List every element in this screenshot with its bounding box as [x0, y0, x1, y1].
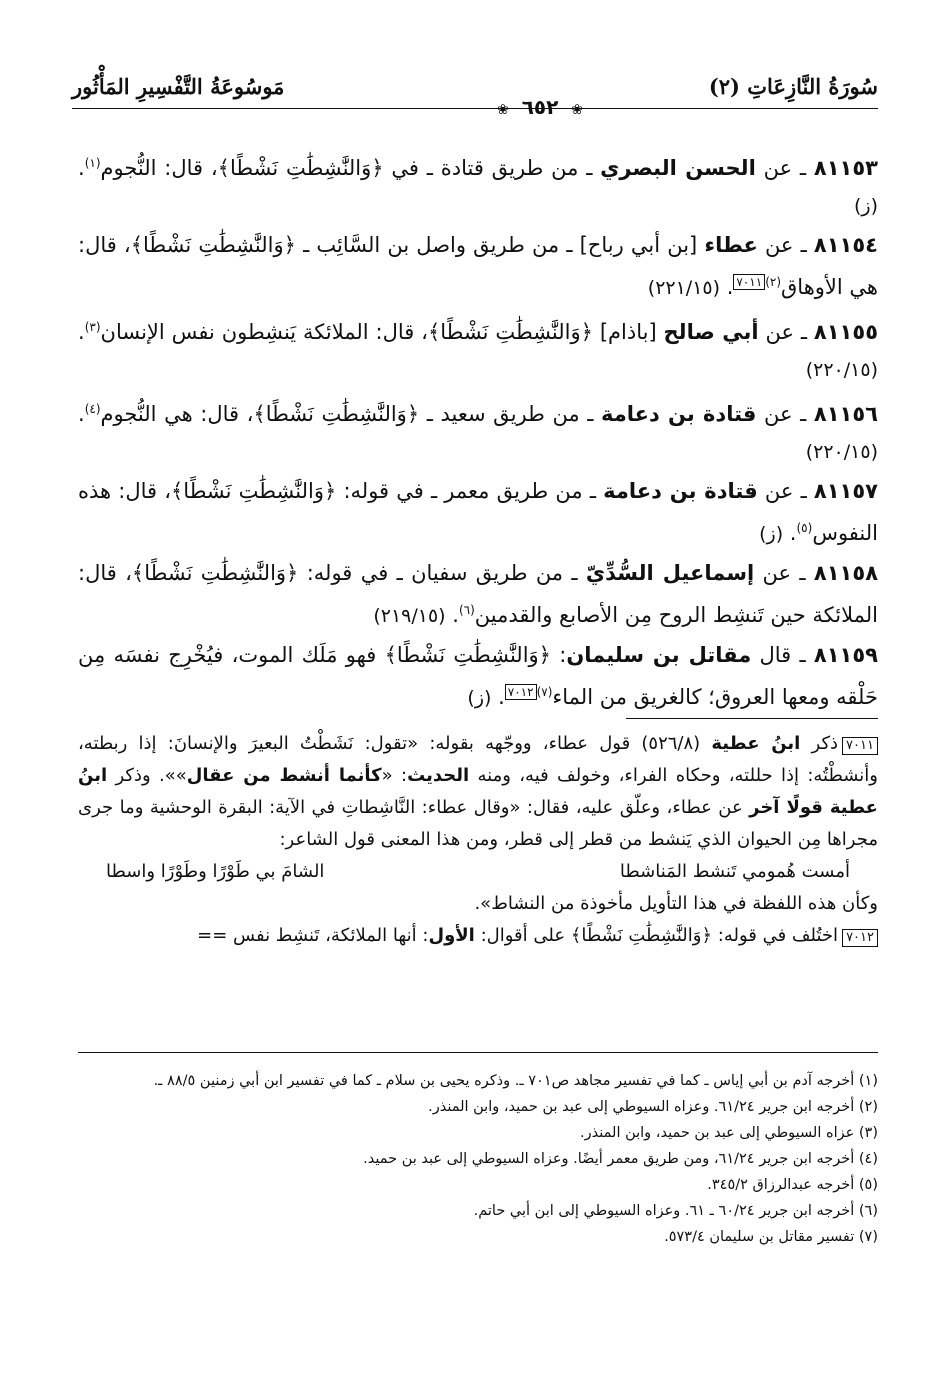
quran-verse: ﴿وَالنَّٰشِطَٰتِ نَشْطًا﴾ [570, 925, 713, 946]
footnote-marker: (٢) [765, 275, 782, 289]
narrator-name: قتادة بن دعامة [601, 402, 757, 426]
narration-entry [78, 227, 878, 307]
footnote: (٥) أخرجه عبدالرزاق ٣٤٥/٢. [707, 1177, 878, 1193]
footnote: (٣) عزاه السيوطي إلى عبد بن حميد، وابن المنذر. [580, 1125, 878, 1141]
hadith-quote: كأنما أنشط من عقال [186, 765, 382, 786]
quran-verse: ﴿وَالنَّٰشِطَٰتِ نَشْطًا﴾ [217, 156, 384, 180]
commentary-notes [78, 728, 878, 952]
narrator-name: قتادة بن دعامة [603, 479, 758, 503]
note-bold-term: الأول [428, 925, 475, 946]
note-text: : أنها الملائكة، تَنشِط نفس == [197, 925, 429, 946]
narration-text: . [78, 156, 85, 180]
footnotes-separator [78, 1052, 878, 1053]
narrator-name: مقاتل بن سليمان [566, 643, 752, 667]
narration-text: ـ من طريق سفيان ـ في قوله: [298, 561, 586, 585]
sura-title: سُورَةُ النَّازِعَاتِ (٢) [708, 74, 878, 99]
narration-text: . [783, 521, 797, 545]
narration-number: ٨١١٥٦ [813, 402, 878, 426]
narrator-name: أبي صالح [663, 320, 759, 344]
narration-text: ـ من طريق قتادة ـ في [383, 156, 601, 180]
source-reference: (ز) [467, 687, 492, 709]
note-text: (٥٢٦/٨) قول عطاء، ووجّهه بقوله: «تقول: نَشَطْتُ البعيرَ والإنسانَ: إذا ربطته، وأنشطْتُه: إذا حللته، وحكاه الفراء، وخولف فيه، ومنه [78, 733, 878, 786]
commentary-ref-box: ٧٠١٢ [505, 684, 537, 700]
footnote-marker: (١) [84, 156, 101, 170]
quran-verse: ﴿وَالنَّٰشِطَٰتِ نَشْطًا﴾ [427, 320, 593, 344]
footnote-marker: (٣) [84, 320, 101, 334]
narration-number: ٨١١٥٣ [813, 156, 878, 180]
narration-text: ـ من طريق معمر ـ في قوله: [336, 479, 604, 503]
narration-text: . [445, 603, 459, 627]
note-text: عن عطاء، وعلّق عليه، فقال: «وقال عطاء: النَّاشِطاتِ في الآية: البقرة الوحشية وما جرى مجراها مِن الحيوان الذي يَنشط من قطر إلى قطر، ومن هذا المعنى قول الشاعر: [78, 797, 878, 850]
narration-entry [78, 473, 878, 553]
footnote: (٦) أخرجه ابن جرير ٦٠/٢٤ ـ ٦١. وعزاه السيوطي إلى ابن أبي حاتم. [473, 1203, 878, 1219]
commentary-note-7011 [78, 728, 878, 920]
page-number-row [137, 95, 943, 119]
footnote-marker: (٧) [536, 685, 553, 699]
source-reference: (٢٢٠/١٥) [805, 359, 878, 381]
note-number-box: ٧٠١٢ [842, 929, 878, 947]
narration-text: ـ من طريق سعيد ـ [419, 402, 602, 426]
narrations-list [78, 145, 878, 719]
narration-text: ـ قال [751, 643, 814, 667]
narrator-name: الحسن البصري [600, 156, 756, 180]
source-reference: (٢٢١/١٥) [647, 277, 721, 299]
note-text: : « [381, 765, 408, 786]
note-number-box: ٧٠١١ [842, 737, 878, 755]
footnotes-list [78, 1068, 878, 1250]
quran-verse: ﴿وَالنَّٰشِطَٰتِ نَشْطًا﴾ [131, 561, 299, 585]
narration-text: ـ عن [756, 402, 814, 426]
narration-text: ـ عن [757, 233, 814, 257]
narration-number: ٨١١٥٩ [813, 643, 878, 667]
poem-hemistich-second: الشامَ بي طَوْرًا وطَوْرًا واسطا [106, 861, 325, 882]
narration-text: . [78, 320, 85, 344]
narration-text: ، قال: النُّجوم [100, 156, 218, 180]
source-reference: (ز) [853, 195, 878, 217]
quran-verse: ﴿وَالنَّٰشِطَٰتِ نَشْطًا﴾ [384, 643, 551, 667]
footnote: (٧) تفسير مقاتل بن سليمان ٥٧٣/٤. [664, 1229, 878, 1245]
narration-number: ٨١١٥٤ [813, 233, 878, 257]
commentary-ref-box: ٧٠١١ [733, 274, 765, 290]
narrator-name: إسماعيل السُّدِّيّ [585, 561, 755, 585]
narration-text: . [491, 685, 505, 709]
narration-text: ـ عن [754, 561, 814, 585]
series-title: مَوسُوعَةُ التَّفْسِيرِ المَأْثُور [72, 74, 285, 99]
footnote: (١) أخرجه آدم بن أبي إياس ـ كما في تفسير مجاهد ص٧٠١ ـ. وذكره يحيى بن سلام ـ كما في تفسير ابن أبي زمنين ٨٨/٥ ـ. [153, 1073, 878, 1089]
footnote-marker: (٥) [796, 521, 813, 535]
commentary-separator [626, 718, 878, 719]
narration-text: ، قال: هي النُّجوم [100, 402, 254, 426]
source-reference: (ز) [759, 523, 784, 545]
narration-entry [78, 555, 878, 635]
note-text: وكأن هذه اللفظة في هذا التأويل مأخوذة من النشاط». [474, 893, 878, 914]
narration-number: ٨١١٥٥ [813, 320, 879, 344]
note-text: اختُلف في قوله: [712, 925, 839, 946]
narration-text: ـ عن [755, 156, 814, 180]
narration-text: ـ عن [757, 479, 814, 503]
ornament-left-icon: ❀ [496, 102, 509, 118]
narration-entry [78, 145, 878, 225]
footnote: (٢) أخرجه ابن جرير ٦١/٢٤. وعزاه السيوطي إلى عبد بن حميد، وابن المنذر. [428, 1099, 878, 1115]
narration-text: ، قال: الملائكة حين تَنشِط الروح مِن الأصابع والقدمين [78, 561, 878, 627]
narration-text: [بن أبي رباح] ـ من طريق واصل بن السَّائِب ـ [295, 233, 705, 257]
footnote-marker: (٤) [84, 402, 101, 416]
narrator-name: عطاء [704, 233, 758, 257]
poem-verse [78, 856, 878, 888]
narration-text: . [78, 402, 85, 426]
quran-verse: ﴿وَالنَّٰشِطَٰتِ نَشْطًا﴾ [130, 233, 296, 257]
quran-verse: ﴿وَالنَّٰشِطَٰتِ نَشْطًا﴾ [253, 402, 420, 426]
footnote-marker: (٦) [458, 603, 475, 617]
narration-text: فهو مَلَك الموت، فيُخْرِج نفسَه مِن حَلْقه ومعها العروق؛ كالغريق من الماء [78, 643, 878, 709]
narration-text: ـ عن [758, 320, 814, 344]
narration-number: ٨١١٥٧ [813, 479, 878, 503]
narration-text: ، قال: الملائكة يَنشِطون نفس الإنسان [100, 320, 428, 344]
narration-entry [78, 309, 878, 389]
page-number: ٦٥٢ [521, 95, 559, 119]
narration-text: [باذام] [592, 320, 664, 344]
commentary-note-7012 [78, 920, 878, 952]
narration-text: ، قال: هذه النفوس [78, 479, 878, 545]
footnote: (٤) أخرجه ابن جرير ٦١/٢٤، ومن طريق معمر أيضًا. وعزاه السيوطي إلى عبد بن حميد. [363, 1151, 878, 1167]
narration-text: . [720, 275, 734, 299]
ornament-right-icon: ❀ [571, 102, 584, 118]
source-reference: (٢١٩/١٥) [373, 605, 446, 627]
narration-text: ، قال: هي الأوهاق [78, 233, 878, 299]
narration-entry [78, 637, 878, 717]
poem-hemistich-first: أمست هُمومي تَنشط المَناشطا [619, 861, 850, 882]
source-reference: (٢٢٠/١٥) [805, 441, 878, 463]
narration-number: ٨١١٥٨ [813, 561, 879, 585]
note-text: ذكر [800, 733, 839, 754]
narration-entry [78, 391, 878, 471]
note-text: »». وذكر [107, 765, 187, 786]
note-bold-term: الحديث [407, 765, 470, 786]
note-bold-term: ابنُ عطية قولًا آخر [78, 765, 878, 818]
quran-verse: ﴿وَالنَّٰشِطَٰتِ نَشْطًا﴾ [171, 479, 337, 503]
scholar-name: ابنُ عطية [711, 733, 801, 754]
note-text: على أقوال: [474, 925, 571, 946]
narration-text: : [550, 643, 567, 667]
